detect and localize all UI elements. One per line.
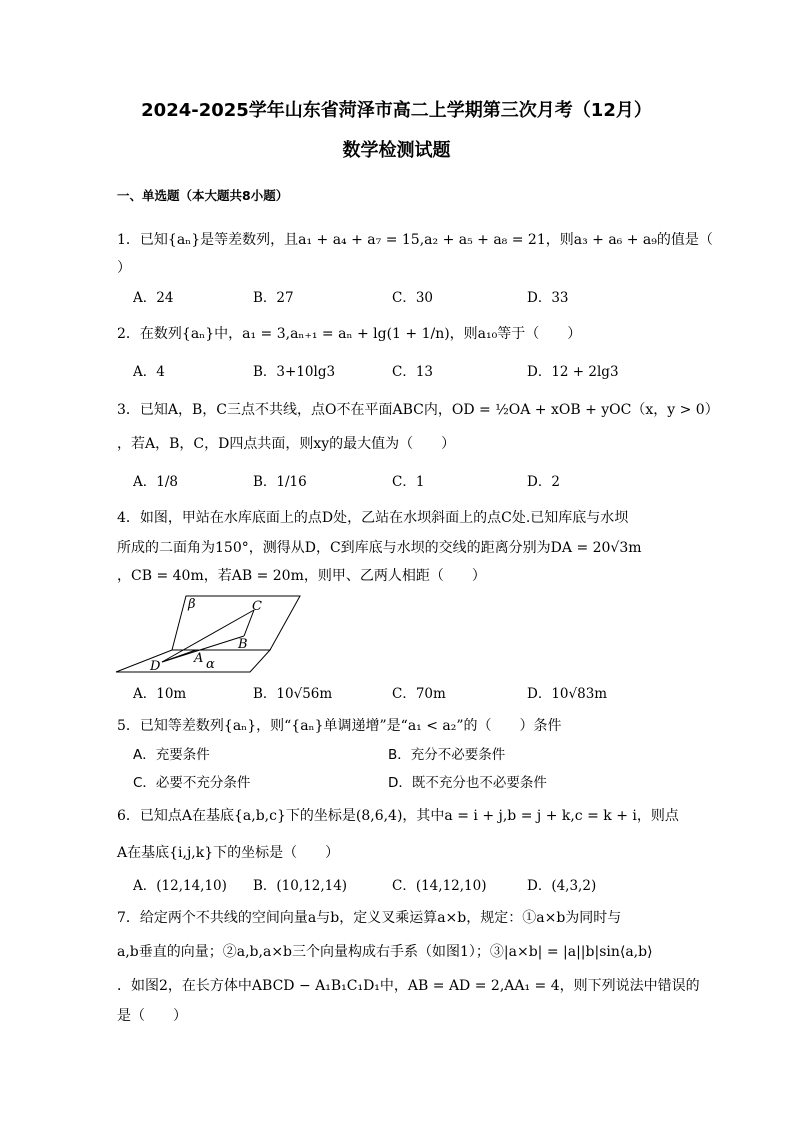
q6-option-c: C．(14,12,10) [392,878,487,894]
question-7-stem: 7．给定两个不共线的空间向量a与b，定义叉乘运算a×b，规定：①a×b为同时与 [117,910,622,926]
q5-option-c: C．必要不充分条件 [133,775,251,791]
question-3-stem-cont: ，若A，B，C，D四点共面，则xy的最大值为（ ） [117,436,456,452]
q5-option-a: A．充要条件 [133,747,210,763]
q3-option-a: A．1/8 [133,474,178,490]
question-6-stem-cont: A在基底{i,j,k}下的坐标是（ ） [117,845,340,861]
label-a: A [194,651,204,666]
question-4-stem-cont-2: ，CB = 40m，若AB = 20m，则甲、乙两人相距（ ） [117,568,486,584]
q5-option-d: D．既不充分也不必要条件 [388,775,547,791]
q1-option-d: D．33 [527,290,569,306]
question-2-stem: 2．在数列{aₙ}中，a₁ = 3,aₙ₊₁ = aₙ + lg(1 + 1/n)，则a₁₀等于（ ） [117,326,582,342]
question-7-stem-cont-2: ．如图2，在长方体中ABCD − A₁B₁C₁D₁中，AB = AD = 2,AA₁ = 4，则下列说法中错误的 [117,978,700,994]
label-beta: β [188,597,196,612]
q1-option-c: C．30 [392,290,434,306]
q3-option-c: C．1 [392,474,425,490]
label-d: D [150,659,161,674]
section-heading: 一、单选题（本大题共8小题） [117,188,289,203]
q3-option-d: D．2 [527,474,560,490]
label-b: B [238,637,248,652]
q1-option-b: B．27 [253,290,294,306]
question-4-stem-cont-1: 所成的二面角为150°，测得从D，C到库底与水坝的交线的距离分别为DA = 20√3m [117,540,642,556]
q6-option-d: D．(4,3,2) [527,878,597,894]
q4-option-c: C．70m [392,686,446,702]
q2-option-d: D．12 + 2lg3 [527,364,619,380]
exam-subtitle: 数学检测试题 [342,140,451,161]
question-6-stem: 6．已知点A在基底{a,b,c}下的坐标是(8,6,4)，其中a = i + j,b = j + k,c = k + i，则点 [117,808,679,824]
question-3-stem: 3．已知A，B，C三点不共线，点O不在平面ABC内，OD = ½OA + xOB + yOC（x，y > 0） [117,402,719,418]
q3-option-b: B．1/16 [253,474,307,490]
label-alpha: α [206,657,215,672]
question-7-stem-cont-3: 是（ ） [117,1008,187,1024]
question-5-stem: 5．已知等差数列{aₙ}，则“{aₙ}单调递增”是“a₁ < a₂”的（ ）条件 [117,718,562,734]
q6-option-a: A．(12,14,10) [133,878,227,894]
q4-option-b: B．10√56m [253,686,333,702]
q2-option-c: C．13 [392,364,434,380]
q2-option-a: A．4 [133,364,165,380]
question-1-stem: 1．已知{aₙ}是等差数列，且a₁ + a₄ + a₇ = 15,a₂ + a₅ + a₈ = 21，则a₃ + a₆ + a₉的值是（ [117,232,713,248]
q6-option-b: B．(10,12,14) [253,878,348,894]
plane-alpha [116,650,270,672]
q5-option-b: B．充分不必要条件 [388,747,506,763]
question-4-stem: 4．如图，甲站在水库底面上的点D处，乙站在水坝斜面上的点C处.已知库底与水坝 [117,510,629,526]
q1-option-a: A．24 [133,290,174,306]
question-7-stem-cont-1: a,b垂直的向量；②a,b,a×b三个向量构成右手系（如图1）；③|a×b| = |a||b|sin⟨a,b⟩ [117,944,653,960]
question-1-stem-cont: ） [117,260,131,276]
dam-figure [114,592,304,678]
label-c: C [252,599,262,614]
exam-title: 2024-2025学年山东省菏泽市高二上学期第三次月考（12月） [141,100,652,121]
q4-option-a: A．10m [133,686,187,702]
q2-option-b: B．3+10lg3 [253,364,336,380]
q4-option-d: D．10√83m [527,686,608,702]
